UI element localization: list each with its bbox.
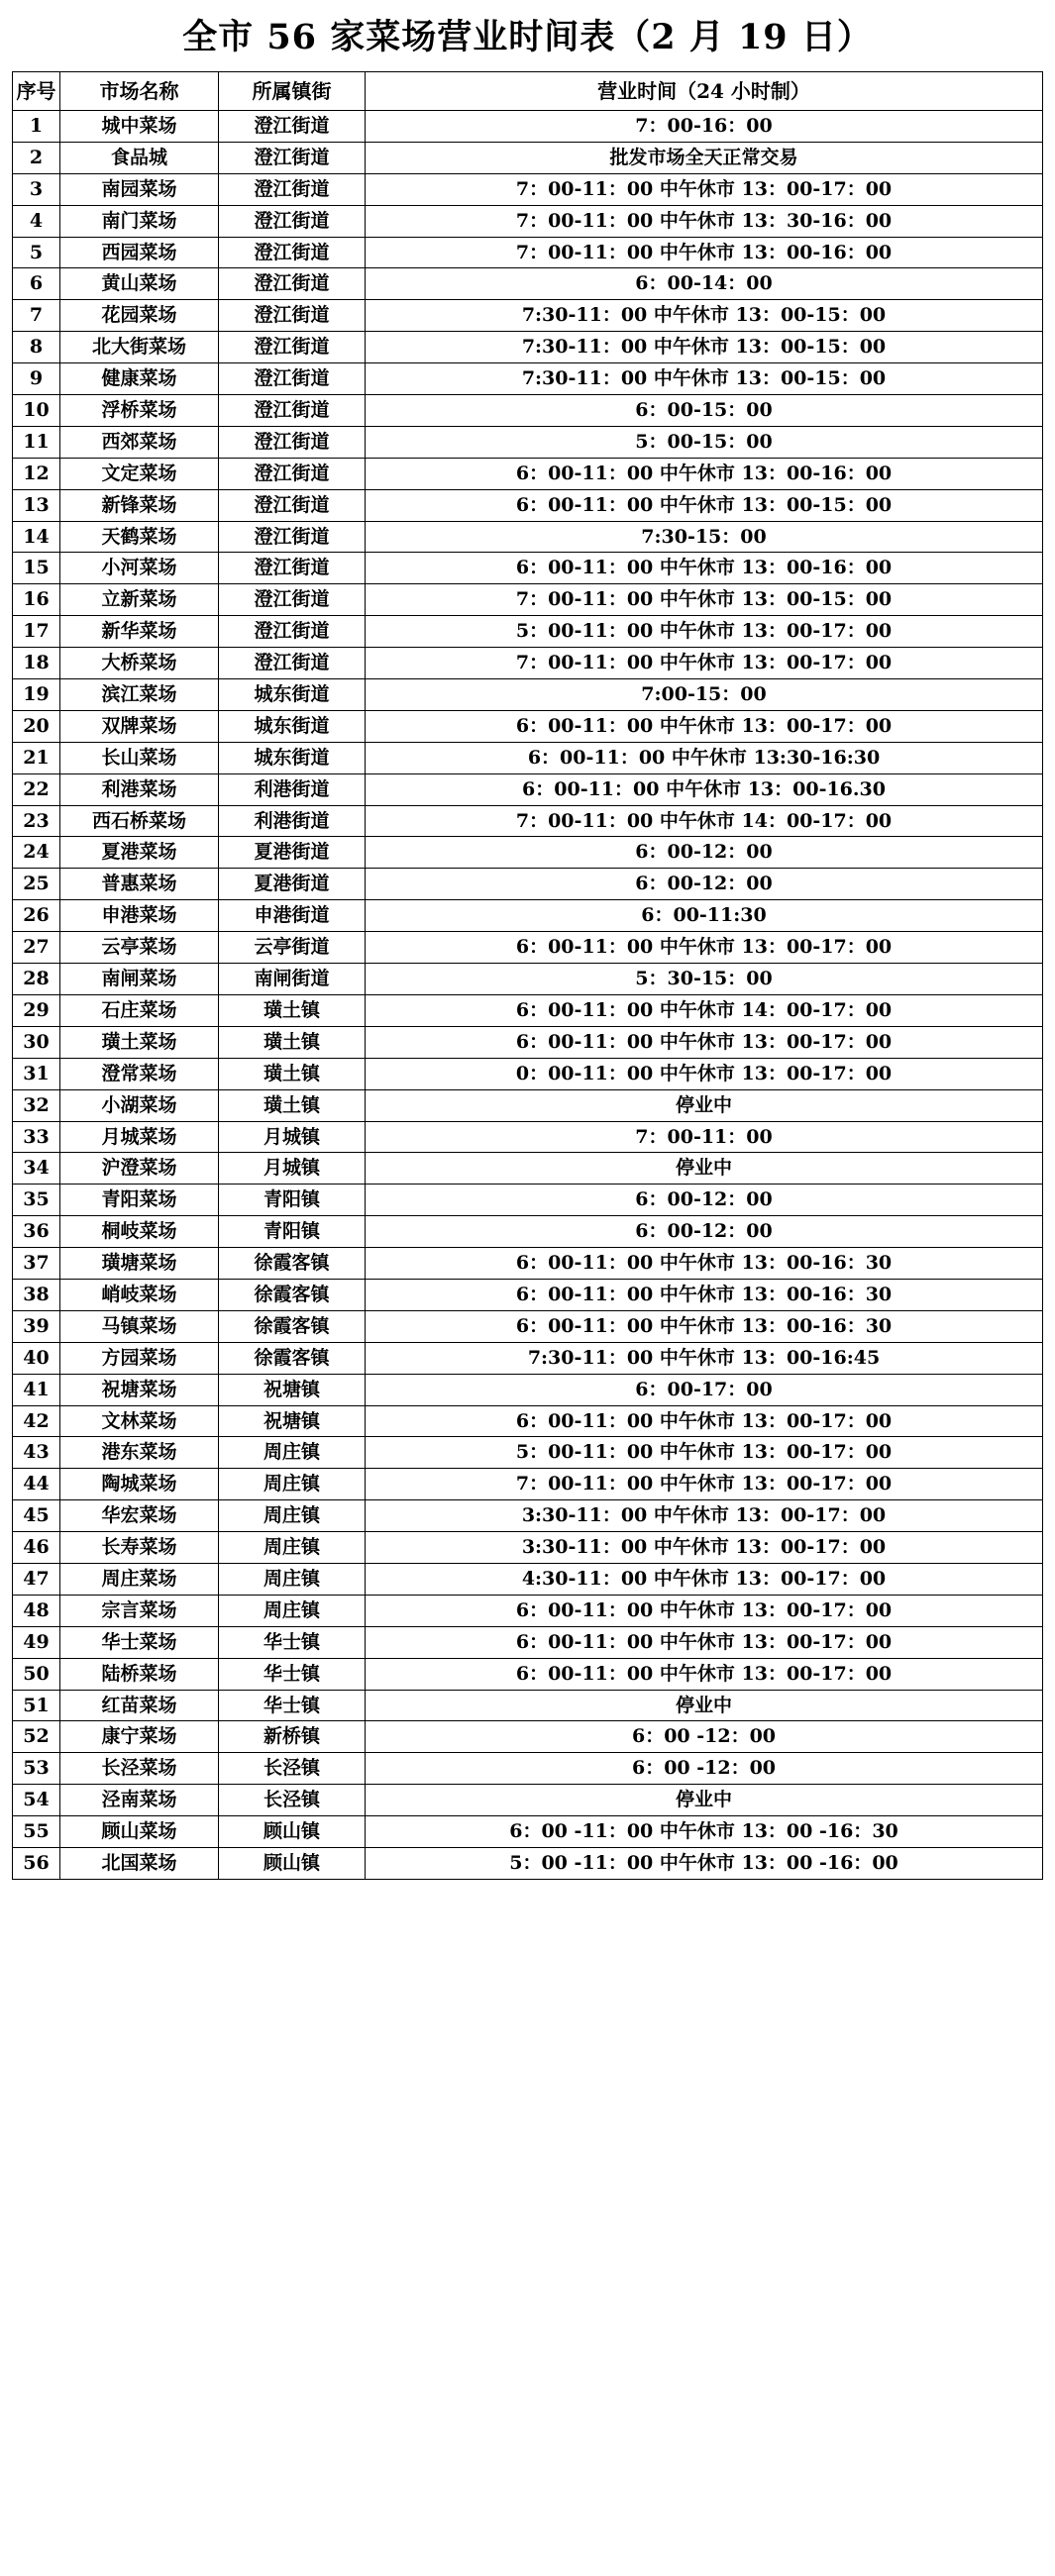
cell-index: 15: [13, 553, 60, 584]
cell-index: 20: [13, 710, 60, 742]
cell-market-name: 璜土菜场: [60, 1026, 219, 1058]
cell-hours: 4:30-11：00 中午休市 13：00-17：00: [366, 1563, 1043, 1595]
cell-market-name: 璜塘菜场: [60, 1248, 219, 1280]
table-row: [13, 1185, 1043, 1216]
cell-market-name: 普惠菜场: [60, 869, 219, 900]
cell-hours: 5：30-15：00: [366, 964, 1043, 995]
cell-hours: 7：00-11：00 中午休市 13：30-16：00: [366, 205, 1043, 237]
cell-market-name: 健康菜场: [60, 363, 219, 395]
cell-hours: 6：00-11：00 中午休市 13：00-17：00: [366, 710, 1043, 742]
cell-index: 56: [13, 1847, 60, 1879]
table-body: [13, 111, 1043, 1880]
cell-town: 璜土镇: [219, 994, 366, 1026]
cell-hours: 7:30-11：00 中午休市 13：00-15：00: [366, 300, 1043, 332]
cell-index: 8: [13, 332, 60, 363]
cell-index: 2: [13, 142, 60, 173]
cell-market-name: 新华菜场: [60, 616, 219, 648]
table-header-row: [13, 72, 1043, 111]
cell-market-name: 华宏菜场: [60, 1500, 219, 1532]
table-row: [13, 1532, 1043, 1564]
table-row: [13, 1374, 1043, 1405]
cell-hours: 停业中: [366, 1089, 1043, 1121]
table-row: [13, 553, 1043, 584]
cell-market-name: 小湖菜场: [60, 1089, 219, 1121]
cell-market-name: 红苗菜场: [60, 1690, 219, 1721]
cell-market-name: 月城菜场: [60, 1121, 219, 1153]
cell-hours: 7：00-11：00 中午休市 14：00-17：00: [366, 805, 1043, 837]
table-row: [13, 1248, 1043, 1280]
cell-town: 璜土镇: [219, 1089, 366, 1121]
table-row: [13, 964, 1043, 995]
table-row: [13, 869, 1043, 900]
cell-market-name: 康宁菜场: [60, 1721, 219, 1753]
cell-town: 周庄镇: [219, 1437, 366, 1469]
cell-market-name: 峭岐菜场: [60, 1279, 219, 1310]
table-row: [13, 458, 1043, 489]
table-row: [13, 1626, 1043, 1658]
cell-market-name: 文定菜场: [60, 458, 219, 489]
cell-index: 18: [13, 648, 60, 679]
cell-index: 23: [13, 805, 60, 837]
table-row: [13, 994, 1043, 1026]
cell-market-name: 南门菜场: [60, 205, 219, 237]
cell-town: 璜土镇: [219, 1058, 366, 1089]
cell-hours: 6：00-11：00 中午休市 13：00-17：00: [366, 1405, 1043, 1437]
cell-index: 16: [13, 584, 60, 616]
cell-town: 祝塘镇: [219, 1374, 366, 1405]
column-header-index: 序号: [13, 72, 60, 111]
cell-town: 华士镇: [219, 1690, 366, 1721]
table-row: [13, 710, 1043, 742]
cell-hours: 6：00 -12：00: [366, 1721, 1043, 1753]
cell-hours: 批发市场全天正常交易: [366, 142, 1043, 173]
cell-hours: 7：00-11：00 中午休市 13：00-15：00: [366, 584, 1043, 616]
cell-hours: 6：00 -12：00: [366, 1753, 1043, 1785]
cell-town: 澄江街道: [219, 553, 366, 584]
cell-hours: 0：00-11：00 中午休市 13：00-17：00: [366, 1058, 1043, 1089]
cell-index: 30: [13, 1026, 60, 1058]
cell-town: 澄江街道: [219, 648, 366, 679]
cell-index: 19: [13, 679, 60, 711]
cell-town: 周庄镇: [219, 1500, 366, 1532]
cell-town: 利港街道: [219, 805, 366, 837]
cell-town: 徐霞客镇: [219, 1342, 366, 1374]
column-header-town: 所属镇街: [219, 72, 366, 111]
cell-index: 10: [13, 395, 60, 427]
cell-market-name: 周庄菜场: [60, 1563, 219, 1595]
cell-hours: 6：00-11：00 中午休市 13：00-17：00: [366, 1026, 1043, 1058]
cell-hours: 6：00-12：00: [366, 1216, 1043, 1248]
cell-market-name: 新锋菜场: [60, 489, 219, 521]
cell-index: 51: [13, 1690, 60, 1721]
cell-market-name: 申港菜场: [60, 900, 219, 932]
cell-index: 3: [13, 173, 60, 205]
cell-hours: 6：00-17：00: [366, 1374, 1043, 1405]
cell-index: 37: [13, 1248, 60, 1280]
cell-market-name: 西园菜场: [60, 237, 219, 268]
cell-town: 澄江街道: [219, 584, 366, 616]
cell-town: 澄江街道: [219, 363, 366, 395]
cell-town: 华士镇: [219, 1658, 366, 1690]
cell-market-name: 陆桥菜场: [60, 1658, 219, 1690]
cell-hours: 6：00-11：00 中午休市 13：00-16：30: [366, 1310, 1043, 1342]
table-row: [13, 1500, 1043, 1532]
cell-market-name: 马镇菜场: [60, 1310, 219, 1342]
cell-hours: 7:30-11：00 中午休市 13：00-15：00: [366, 363, 1043, 395]
cell-hours: 6：00-12：00: [366, 869, 1043, 900]
cell-market-name: 桐岐菜场: [60, 1216, 219, 1248]
cell-index: 45: [13, 1500, 60, 1532]
cell-town: 顾山镇: [219, 1847, 366, 1879]
cell-hours: 7：00-11：00 中午休市 13：00-16：00: [366, 237, 1043, 268]
cell-market-name: 滨江菜场: [60, 679, 219, 711]
cell-town: 城东街道: [219, 742, 366, 773]
cell-index: 54: [13, 1785, 60, 1816]
cell-index: 4: [13, 205, 60, 237]
table-row: [13, 142, 1043, 173]
cell-index: 50: [13, 1658, 60, 1690]
cell-market-name: 沪澄菜场: [60, 1153, 219, 1185]
cell-hours: 6：00-11：00 中午休市 13：00-17：00: [366, 1595, 1043, 1626]
cell-town: 徐霞客镇: [219, 1310, 366, 1342]
cell-index: 49: [13, 1626, 60, 1658]
cell-market-name: 西石桥菜场: [60, 805, 219, 837]
cell-town: 祝塘镇: [219, 1405, 366, 1437]
cell-hours: 5：00-11：00 中午休市 13：00-17：00: [366, 1437, 1043, 1469]
cell-market-name: 城中菜场: [60, 111, 219, 143]
cell-index: 47: [13, 1563, 60, 1595]
cell-market-name: 祝塘菜场: [60, 1374, 219, 1405]
cell-hours: 6：00-11：00 中午休市 13：00-17：00: [366, 1658, 1043, 1690]
cell-hours: 5：00 -11：00 中午休市 13：00 -16：00: [366, 1847, 1043, 1879]
cell-hours: 6：00-11：00 中午休市 13:30-16:30: [366, 742, 1043, 773]
cell-hours: 3:30-11：00 中午休市 13：00-17：00: [366, 1532, 1043, 1564]
table-row: [13, 1089, 1043, 1121]
table-row: [13, 173, 1043, 205]
cell-index: 5: [13, 237, 60, 268]
cell-town: 利港街道: [219, 773, 366, 805]
cell-town: 周庄镇: [219, 1469, 366, 1500]
cell-hours: 6：00-11：00 中午休市 13：00-16：30: [366, 1248, 1043, 1280]
cell-town: 澄江街道: [219, 237, 366, 268]
cell-town: 青阳镇: [219, 1185, 366, 1216]
cell-town: 澄江街道: [219, 268, 366, 300]
cell-hours: 7：00-11：00 中午休市 13：00-17：00: [366, 648, 1043, 679]
cell-hours: 6：00-11：00 中午休市 14：00-17：00: [366, 994, 1043, 1026]
cell-index: 39: [13, 1310, 60, 1342]
cell-hours: 7:30-15：00: [366, 521, 1043, 553]
cell-index: 25: [13, 869, 60, 900]
cell-town: 长泾镇: [219, 1785, 366, 1816]
table-row: [13, 1310, 1043, 1342]
table-row: [13, 584, 1043, 616]
page-title: 全市 56 家菜场营业时间表（2 月 19 日）: [182, 17, 873, 57]
table-row: [13, 426, 1043, 458]
cell-market-name: 立新菜场: [60, 584, 219, 616]
cell-town: 华士镇: [219, 1626, 366, 1658]
cell-town: 澄江街道: [219, 616, 366, 648]
cell-market-name: 石庄菜场: [60, 994, 219, 1026]
cell-hours: 6：00-11：00 中午休市 13：00-17：00: [366, 932, 1043, 964]
cell-index: 41: [13, 1374, 60, 1405]
table-row: [13, 805, 1043, 837]
cell-hours: 5：00-11：00 中午休市 13：00-17：00: [366, 616, 1043, 648]
cell-hours: 6：00-14：00: [366, 268, 1043, 300]
cell-town: 夏港街道: [219, 837, 366, 869]
cell-market-name: 澄常菜场: [60, 1058, 219, 1089]
cell-market-name: 南园菜场: [60, 173, 219, 205]
cell-town: 澄江街道: [219, 300, 366, 332]
cell-town: 城东街道: [219, 679, 366, 711]
cell-index: 42: [13, 1405, 60, 1437]
table-row: [13, 1279, 1043, 1310]
cell-index: 48: [13, 1595, 60, 1626]
cell-market-name: 泾南菜场: [60, 1785, 219, 1816]
table-row: [13, 1690, 1043, 1721]
cell-index: 21: [13, 742, 60, 773]
cell-hours: 6：00-11:30: [366, 900, 1043, 932]
cell-market-name: 花园菜场: [60, 300, 219, 332]
cell-market-name: 黄山菜场: [60, 268, 219, 300]
cell-hours: 6：00-12：00: [366, 1185, 1043, 1216]
table-row: [13, 332, 1043, 363]
cell-hours: 6：00-11：00 中午休市 13：00-16：00: [366, 458, 1043, 489]
cell-town: 澄江街道: [219, 173, 366, 205]
cell-hours: 停业中: [366, 1785, 1043, 1816]
cell-hours: 6：00-11：00 中午休市 13：00-15：00: [366, 489, 1043, 521]
cell-market-name: 文林菜场: [60, 1405, 219, 1437]
cell-index: 9: [13, 363, 60, 395]
cell-index: 22: [13, 773, 60, 805]
cell-town: 夏港街道: [219, 869, 366, 900]
cell-index: 11: [13, 426, 60, 458]
cell-town: 新桥镇: [219, 1721, 366, 1753]
cell-market-name: 浮桥菜场: [60, 395, 219, 427]
table-row: [13, 1121, 1043, 1153]
cell-town: 顾山镇: [219, 1816, 366, 1848]
cell-index: 35: [13, 1185, 60, 1216]
cell-town: 澄江街道: [219, 332, 366, 363]
cell-market-name: 天鹤菜场: [60, 521, 219, 553]
cell-town: 澄江街道: [219, 111, 366, 143]
cell-index: 27: [13, 932, 60, 964]
cell-index: 1: [13, 111, 60, 143]
table-row: [13, 1816, 1043, 1848]
table-row: [13, 300, 1043, 332]
cell-market-name: 北大街菜场: [60, 332, 219, 363]
table-row: [13, 1658, 1043, 1690]
cell-market-name: 长寿菜场: [60, 1532, 219, 1564]
cell-town: 申港街道: [219, 900, 366, 932]
cell-index: 43: [13, 1437, 60, 1469]
cell-market-name: 小河菜场: [60, 553, 219, 584]
cell-hours: 7:00-15：00: [366, 679, 1043, 711]
cell-town: 徐霞客镇: [219, 1279, 366, 1310]
cell-hours: 6：00-15：00: [366, 395, 1043, 427]
table-row: [13, 205, 1043, 237]
cell-market-name: 长泾菜场: [60, 1753, 219, 1785]
cell-index: 6: [13, 268, 60, 300]
cell-hours: 6：00-12：00: [366, 837, 1043, 869]
cell-index: 36: [13, 1216, 60, 1248]
cell-index: 40: [13, 1342, 60, 1374]
table-row: [13, 1216, 1043, 1248]
cell-market-name: 西郊菜场: [60, 426, 219, 458]
cell-hours: 停业中: [366, 1690, 1043, 1721]
cell-index: 46: [13, 1532, 60, 1564]
cell-market-name: 南闸菜场: [60, 964, 219, 995]
table-row: [13, 900, 1043, 932]
cell-town: 周庄镇: [219, 1563, 366, 1595]
cell-index: 29: [13, 994, 60, 1026]
cell-hours: 7：00-11：00 中午休市 13：00-17：00: [366, 1469, 1043, 1500]
table-row: [13, 742, 1043, 773]
cell-index: 7: [13, 300, 60, 332]
cell-index: 13: [13, 489, 60, 521]
cell-town: 璜土镇: [219, 1026, 366, 1058]
table-row: [13, 521, 1043, 553]
cell-hours: 7:30-11：00 中午休市 13：00-16:45: [366, 1342, 1043, 1374]
table-header: [13, 72, 1043, 111]
cell-hours: 7：00-16：00: [366, 111, 1043, 143]
table-row: [13, 268, 1043, 300]
market-hours-table: [12, 71, 1043, 1880]
cell-hours: 3:30-11：00 中午休市 13：00-17：00: [366, 1500, 1043, 1532]
cell-town: 周庄镇: [219, 1532, 366, 1564]
cell-market-name: 宗言菜场: [60, 1595, 219, 1626]
table-row: [13, 363, 1043, 395]
cell-index: 24: [13, 837, 60, 869]
cell-hours: 6：00-11：00 中午休市 13：00-17：00: [366, 1626, 1043, 1658]
table-row: [13, 773, 1043, 805]
cell-index: 34: [13, 1153, 60, 1185]
table-row: [13, 1721, 1043, 1753]
cell-market-name: 利港菜场: [60, 773, 219, 805]
table-row: [13, 395, 1043, 427]
table-row: [13, 1753, 1043, 1785]
cell-town: 南闸街道: [219, 964, 366, 995]
cell-index: 28: [13, 964, 60, 995]
cell-index: 52: [13, 1721, 60, 1753]
table-row: [13, 1469, 1043, 1500]
table-row: [13, 1153, 1043, 1185]
cell-index: 12: [13, 458, 60, 489]
cell-index: 32: [13, 1089, 60, 1121]
cell-market-name: 华士菜场: [60, 1626, 219, 1658]
table-row: [13, 1785, 1043, 1816]
table-row: [13, 1405, 1043, 1437]
cell-market-name: 港东菜场: [60, 1437, 219, 1469]
cell-market-name: 顾山菜场: [60, 1816, 219, 1848]
cell-market-name: 陶城菜场: [60, 1469, 219, 1500]
table-row: [13, 1563, 1043, 1595]
cell-hours: 6：00-11：00 中午休市 13：00-16.30: [366, 773, 1043, 805]
cell-town: 澄江街道: [219, 205, 366, 237]
cell-market-name: 食品城: [60, 142, 219, 173]
cell-town: 澄江街道: [219, 521, 366, 553]
table-row: [13, 1342, 1043, 1374]
table-row: [13, 648, 1043, 679]
cell-index: 14: [13, 521, 60, 553]
table-row: [13, 1026, 1043, 1058]
cell-index: 31: [13, 1058, 60, 1089]
cell-index: 26: [13, 900, 60, 932]
cell-town: 澄江街道: [219, 142, 366, 173]
cell-market-name: 大桥菜场: [60, 648, 219, 679]
cell-hours: 6：00-11：00 中午休市 13：00-16：30: [366, 1279, 1043, 1310]
cell-market-name: 双牌菜场: [60, 710, 219, 742]
cell-market-name: 青阳菜场: [60, 1185, 219, 1216]
table-row: [13, 1437, 1043, 1469]
cell-market-name: 北国菜场: [60, 1847, 219, 1879]
cell-town: 月城镇: [219, 1121, 366, 1153]
cell-town: 周庄镇: [219, 1595, 366, 1626]
cell-hours: 7:30-11：00 中午休市 13：00-15：00: [366, 332, 1043, 363]
cell-hours: 停业中: [366, 1153, 1043, 1185]
cell-town: 澄江街道: [219, 426, 366, 458]
table-row: [13, 489, 1043, 521]
cell-town: 云亭街道: [219, 932, 366, 964]
cell-index: 38: [13, 1279, 60, 1310]
column-header-name: 市场名称: [60, 72, 219, 111]
table-row: [13, 1058, 1043, 1089]
cell-market-name: 云亭菜场: [60, 932, 219, 964]
cell-town: 澄江街道: [219, 395, 366, 427]
cell-town: 青阳镇: [219, 1216, 366, 1248]
table-row: [13, 679, 1043, 711]
cell-town: 徐霞客镇: [219, 1248, 366, 1280]
cell-hours: 6：00-11：00 中午休市 13：00-16：00: [366, 553, 1043, 584]
cell-town: 城东街道: [219, 710, 366, 742]
table-row: [13, 237, 1043, 268]
column-header-hours: 营业时间（24 小时制）: [366, 72, 1043, 111]
table-row: [13, 1595, 1043, 1626]
cell-hours: 6：00 -11：00 中午休市 13：00 -16：30: [366, 1816, 1043, 1848]
cell-market-name: 方园菜场: [60, 1342, 219, 1374]
cell-hours: 7：00-11：00 中午休市 13：00-17：00: [366, 173, 1043, 205]
table-row: [13, 616, 1043, 648]
cell-town: 澄江街道: [219, 458, 366, 489]
cell-market-name: 长山菜场: [60, 742, 219, 773]
cell-index: 55: [13, 1816, 60, 1848]
table-row: [13, 1847, 1043, 1879]
cell-market-name: 夏港菜场: [60, 837, 219, 869]
cell-hours: 5：00-15：00: [366, 426, 1043, 458]
cell-index: 53: [13, 1753, 60, 1785]
table-row: [13, 837, 1043, 869]
cell-index: 44: [13, 1469, 60, 1500]
table-row: [13, 932, 1043, 964]
cell-index: 17: [13, 616, 60, 648]
table-row: [13, 111, 1043, 143]
cell-town: 澄江街道: [219, 489, 366, 521]
cell-hours: 7：00-11：00: [366, 1121, 1043, 1153]
cell-town: 月城镇: [219, 1153, 366, 1185]
cell-index: 33: [13, 1121, 60, 1153]
cell-town: 长泾镇: [219, 1753, 366, 1785]
